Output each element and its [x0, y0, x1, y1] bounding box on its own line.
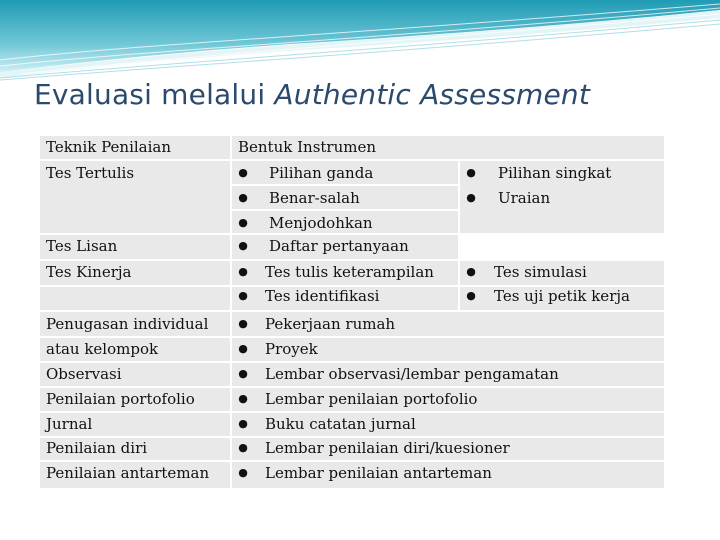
bullet-icon: ● — [238, 317, 248, 330]
bullet-icon: ● — [238, 441, 248, 454]
instrument-item: Tes tulis keterampilan — [265, 263, 434, 281]
header-teknik-cell — [40, 136, 230, 159]
page-title — [34, 78, 590, 111]
instrument-item: Buku catatan jurnal — [265, 415, 416, 433]
instrument-item: Lembar penilaian diri/kuesioner — [265, 439, 510, 457]
instrument-item: Benar-salah — [269, 189, 360, 207]
teknik-label: Tes Lisan — [46, 237, 118, 255]
teknik-label: Penugasan individual — [46, 315, 209, 333]
bullet-icon: ● — [466, 265, 476, 278]
teknik-cell-tes-lisan — [40, 235, 230, 259]
header-bentuk-cell — [232, 136, 664, 159]
bullet-icon: ● — [238, 367, 248, 380]
bullet-icon: ● — [466, 191, 476, 204]
instrument-item: Pilihan singkat — [498, 164, 612, 182]
title-emphasis: Authentic Assessment — [274, 78, 591, 111]
teknik-label: Tes Tertulis — [46, 164, 135, 182]
instrument-item: Tes identifikasi — [265, 287, 380, 305]
header-bentuk: Bentuk Instrumen — [238, 138, 377, 156]
row-divider — [232, 209, 458, 211]
bullet-icon: ● — [238, 216, 248, 229]
decorative-banner — [0, 0, 720, 82]
bullet-icon: ● — [238, 265, 248, 278]
row-divider — [40, 285, 664, 287]
instrument-item: Daftar pertanyaan — [269, 237, 409, 255]
bullet-icon: ● — [466, 166, 476, 179]
instrument-item: Uraian — [498, 189, 551, 207]
assessment-table — [40, 136, 664, 488]
instrument-item: Lembar penilaian portofolio — [265, 390, 478, 408]
instrument-item: Pilihan ganda — [269, 164, 374, 182]
bullet-icon: ● — [238, 166, 248, 179]
instrument-item: Menjodohkan — [269, 214, 373, 232]
teknik-label: Tes Kinerja — [46, 263, 132, 281]
title-main: Evaluasi melalui — [34, 78, 275, 111]
bullet-icon: ● — [466, 289, 476, 302]
instrument-item: Tes simulasi — [494, 263, 587, 281]
teknik-label: Observasi — [46, 365, 122, 383]
bullet-icon: ● — [238, 392, 248, 405]
instrument-item: Proyek — [265, 340, 318, 358]
bentuk-cell-tes-tertulis-left — [232, 161, 458, 233]
teknik-cell-tes-tertulis — [40, 161, 230, 233]
row-divider — [40, 386, 664, 388]
row-divider — [40, 411, 664, 413]
row-divider — [40, 460, 664, 462]
bullet-icon: ● — [238, 342, 248, 355]
teknik-label: Penilaian antarteman — [46, 464, 210, 482]
instrument-item: Tes uji petik kerja — [494, 287, 630, 305]
teknik-label: Jurnal — [46, 415, 93, 433]
row-divider — [40, 361, 664, 363]
bullet-icon: ● — [238, 466, 248, 479]
row-divider — [40, 436, 664, 438]
bentuk-cell-tes-tertulis-right — [460, 161, 664, 233]
bentuk-cell-tes-lisan — [232, 235, 458, 259]
bullet-icon: ● — [238, 191, 248, 204]
teknik-label: Penilaian diri — [46, 439, 148, 457]
bullet-icon: ● — [238, 289, 248, 302]
bullet-icon: ● — [238, 239, 248, 252]
instrument-item: Pekerjaan rumah — [265, 315, 396, 333]
teknik-label: Penilaian portofolio — [46, 390, 195, 408]
row-divider — [232, 184, 458, 186]
teknik-label: atau kelompok — [46, 340, 159, 358]
row-divider — [40, 336, 664, 338]
instrument-item: Lembar observasi/lembar pengamatan — [265, 365, 559, 383]
bullet-icon: ● — [238, 417, 248, 430]
header-teknik: Teknik Penilaian — [46, 138, 172, 156]
instrument-item: Lembar penilaian antarteman — [265, 464, 492, 482]
